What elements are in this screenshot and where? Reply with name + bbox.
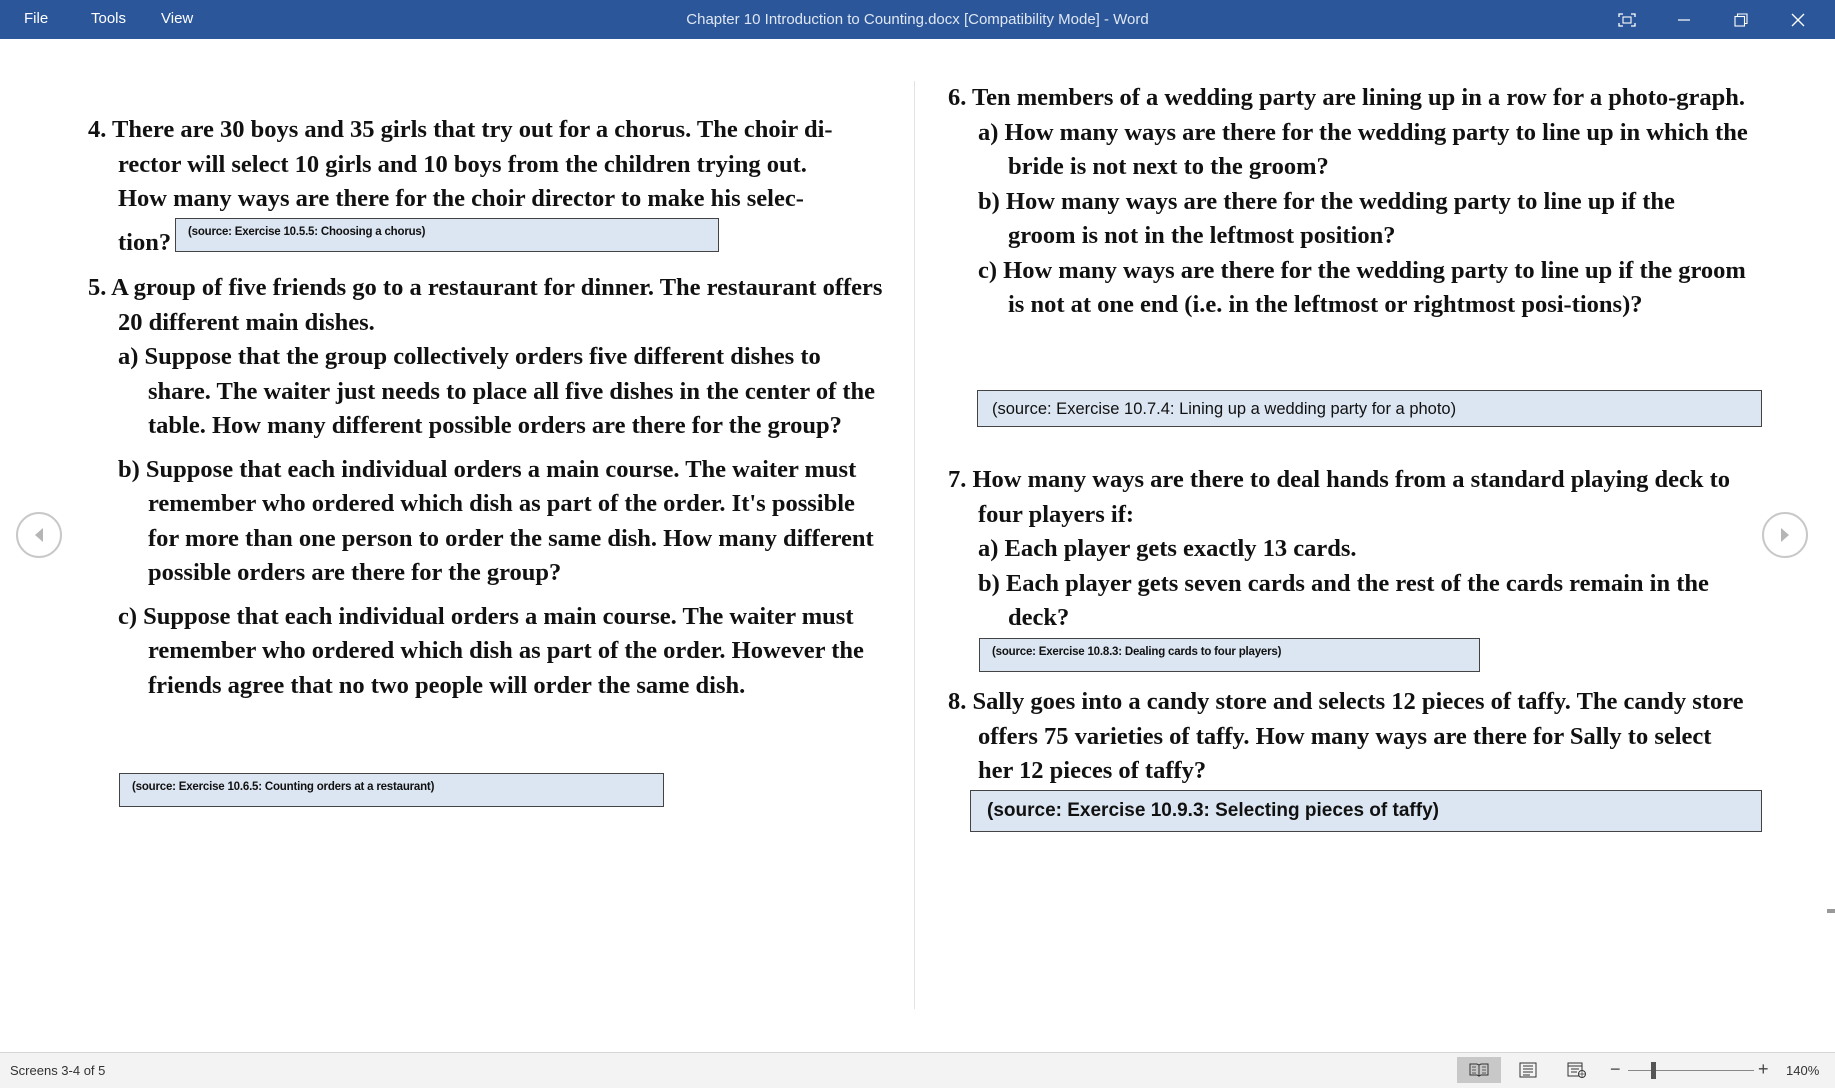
question-4-line-2: rector will select 10 girls and 10 boys from the children trying out. [118,150,807,178]
source-box-q6: (source: Exercise 10.7.4: Lining up a wedding party for a photo) [977,390,1762,427]
web-layout-icon [1567,1062,1587,1078]
minimize-icon [1677,13,1691,27]
menu-file[interactable]: File [24,10,49,27]
question-4-line-4: tion? [118,228,172,256]
question-5b: b) Suppose that each individual orders a main course. The waiter must remember who ordered which dish as part of the order. It's possible for more than one person to order the same dish. How many different possible orders are there for the group? [118,455,874,586]
close-icon [1791,13,1805,27]
question-6 [948,81,1748,323]
zoom-slider[interactable] [1628,1070,1754,1071]
source-box-q5: (source: Exercise 10.6.5: Counting orders at a restaurant) [119,773,664,807]
scrollbar-indicator[interactable] [1827,909,1835,913]
next-screen-button[interactable] [1762,512,1808,558]
question-6c: c) How many ways are there for the wedding party to line up if the groom is not at one end (i.e. in the leftmost or rightmost posi-tions)? [978,256,1746,318]
question-4-line-1: 4. There are 30 boys and 35 girls that try out for a chorus. The choir di- [88,116,833,143]
question-7a: a) Each player gets exactly 13 cards. [978,535,1357,562]
minimize-button[interactable] [1656,0,1712,39]
focus-mode-button[interactable] [1599,0,1655,39]
source-box-q4: (source: Exercise 10.5.5: Choosing a chorus) [175,218,719,252]
question-5 [88,271,888,703]
print-layout-icon [1519,1062,1537,1078]
question-7 [948,463,1748,636]
close-button[interactable] [1770,0,1826,39]
column-divider [914,81,915,1009]
previous-screen-icon [32,527,46,543]
zoom-level[interactable]: 140% [1786,1063,1820,1078]
zoom-out-button[interactable]: − [1610,1059,1621,1079]
source-box-q7: (source: Exercise 10.8.3: Dealing cards to four players) [979,638,1480,672]
screen-counter: Screens 3-4 of 5 [10,1063,106,1078]
question-5-intro: 5. A group of five friends go to a restaurant for dinner. The restaurant offers 20 different main dishes. [88,274,883,336]
question-6-intro: 6. Ten members of a wedding party are lining up in a row for a photo-graph. [948,84,1746,111]
read-mode-button[interactable] [1457,1057,1501,1083]
menu-tools[interactable]: Tools [91,10,127,27]
document-page [0,39,1835,1052]
restore-icon [1734,13,1748,27]
question-5c: c) Suppose that each individual orders a main course. The waiter must remember who ordered which dish as part of the order. However the friends agree that no two people will order the same dish. [118,602,864,699]
read-mode-icon [1469,1063,1489,1077]
previous-screen-button[interactable] [16,512,62,558]
next-screen-icon [1778,527,1792,543]
web-layout-button[interactable] [1555,1057,1599,1083]
question-5a: a) Suppose that the group collectively orders five different dishes to share. The waiter just needs to place all five dishes in the center of the table. How many different possible orders are there for the group? [118,343,876,439]
title-bar [0,0,1835,39]
status-bar [0,1052,1835,1088]
question-8 [948,685,1748,789]
zoom-in-button[interactable]: + [1758,1059,1769,1079]
question-8-text: 8. Sally goes into a candy store and selects 12 pieces of taffy. The candy store offers 75 varieties of taffy. How many ways are there for Sally to select her 12 pieces of taffy? [948,688,1744,784]
question-6b: b) How many ways are there for the wedding party to line up if the groom is not in the leftmost position? [978,187,1675,249]
zoom-slider-thumb[interactable] [1651,1062,1656,1079]
menu-view[interactable]: View [161,10,194,27]
print-layout-button[interactable] [1506,1057,1550,1083]
focus-mode-icon [1618,13,1636,27]
question-7-intro: 7. How many ways are there to deal hands from a standard playing deck to four players if: [948,466,1731,528]
restore-button[interactable] [1713,0,1769,39]
question-6a: a) How many ways are there for the wedding party to line up in which the bride is not next to the groom? [978,118,1748,180]
source-box-q8: (source: Exercise 10.9.3: Selecting pieces of taffy) [970,790,1762,832]
window-title: Chapter 10 Introduction to Counting.docx [Compatibility Mode] - Word [686,11,1149,28]
question-4-line-3: How many ways are there for the choir director to make his selec- [118,185,804,212]
question-7b: b) Each player gets seven cards and the rest of the cards remain in the deck? [978,569,1709,631]
